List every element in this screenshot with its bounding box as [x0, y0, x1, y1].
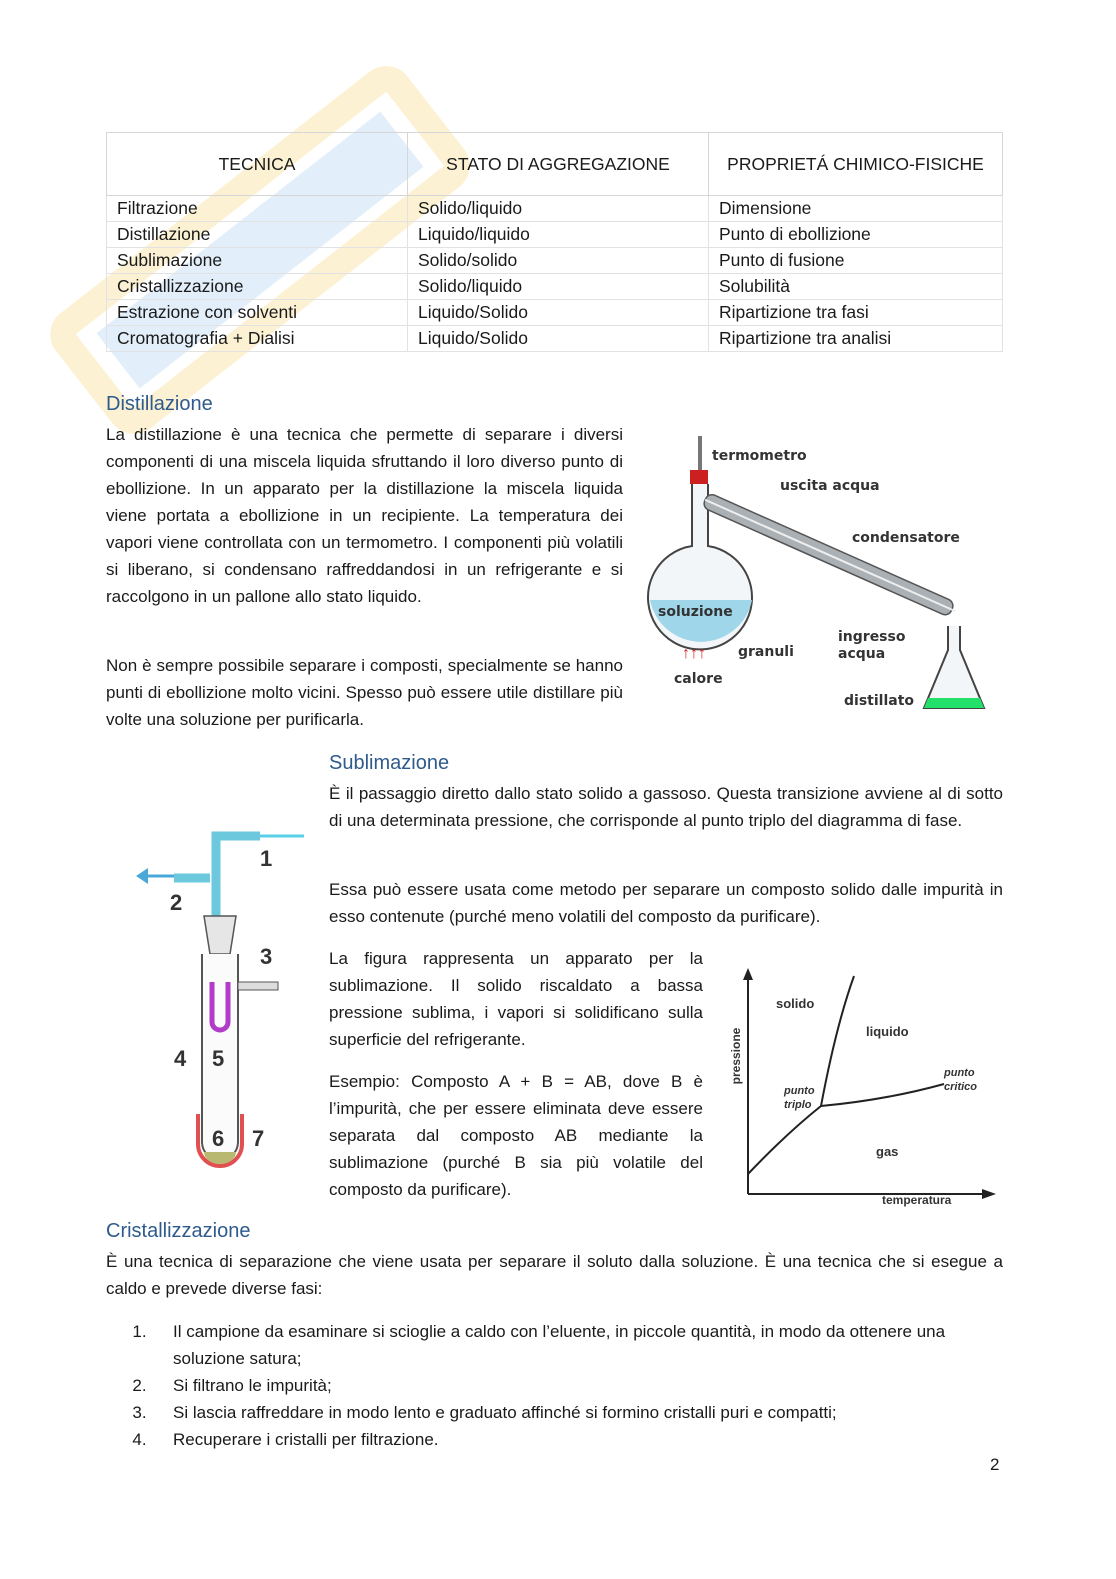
section-heading-sublimazione: Sublimazione — [329, 752, 450, 774]
label-triplo: triplo — [784, 1099, 812, 1111]
table-row — [107, 222, 1003, 248]
list-item-text: Si filtrano le impurità; — [173, 1376, 332, 1395]
x-axis-label: temperatura — [882, 1193, 952, 1207]
list-item — [106, 1399, 1003, 1426]
table-cell: Filtrazione — [107, 196, 408, 222]
list-item-text: Recuperare i cristalli per filtrazione. — [173, 1430, 439, 1449]
distillate-liquid-shape — [924, 698, 984, 708]
table-row — [107, 326, 1003, 352]
y-axis-label: pressione — [729, 1027, 743, 1085]
table-header: STATO DI AGGREGAZIONE — [408, 133, 709, 196]
label-uscita-acqua: uscita acqua — [780, 478, 880, 494]
list-item — [106, 1426, 1003, 1453]
table-cell: Solido/liquido — [408, 274, 709, 300]
apparatus-label: 3 — [260, 944, 273, 969]
list-item-number: 1. — [132, 1322, 147, 1341]
collection-flask-shape — [924, 626, 984, 708]
list-item-number: 2. — [132, 1376, 147, 1395]
label-ingresso: ingresso — [838, 629, 906, 645]
table-row — [107, 248, 1003, 274]
label-soluzione: soluzione — [658, 604, 733, 620]
cristallizzazione-intro: È una tecnica di separazione che viene usata per separare il soluto dalla soluzione. È una tecnica che si esegue a caldo e prevede diverse fasi: — [106, 1252, 1003, 1298]
table-header: TECNICA — [107, 133, 408, 196]
table-cell: Cristallizzazione — [107, 274, 408, 300]
table-cell: Liquido/liquido — [408, 222, 709, 248]
list-item-text: Il campione da esaminare si scioglie a caldo con l’eluente, in piccole quantità, in modo da ottenere una soluzione satura; — [173, 1322, 946, 1368]
apparatus-label: 5 — [212, 1046, 225, 1071]
techniques-table — [106, 132, 1003, 352]
table-row — [107, 196, 1003, 222]
label-termometro: termometro — [712, 448, 807, 464]
heat-arrows-icon: ↑↑↑ — [682, 645, 706, 662]
table-cell: Solubilità — [709, 274, 1003, 300]
apparatus-label: 6 — [212, 1126, 225, 1151]
apparatus-label: 4 — [174, 1046, 187, 1071]
ground-joint-shape — [204, 916, 236, 954]
apparatus-label: 7 — [252, 1126, 265, 1151]
sublimation-apparatus-figure — [130, 822, 310, 1178]
table-cell: Dimensione — [709, 196, 1003, 222]
x-axis-arrow-icon — [982, 1189, 996, 1199]
label-critico: critico — [944, 1081, 978, 1093]
sublimazione-paragraph-3: La figura rappresenta un apparato per la sublimazione. Il solido riscaldato a bassa pressione sublima, i vapori si solidificano sulla superficie del refrigerante. — [329, 949, 703, 1049]
label-punto-critico: punto — [944, 1067, 975, 1079]
table-row — [107, 300, 1003, 326]
phase-diagram-figure — [726, 966, 1001, 1210]
table-cell: Ripartizione tra fasi — [709, 300, 1003, 326]
distillation-apparatus-figure — [640, 428, 1000, 718]
label-granuli: granuli — [738, 644, 794, 660]
table-cell: Distillazione — [107, 222, 408, 248]
label-acqua: acqua — [838, 646, 886, 662]
label-distillato: distillato — [844, 693, 914, 709]
table-cell: Liquido/Solido — [408, 300, 709, 326]
list-item-number: 3. — [132, 1403, 147, 1422]
table-header: PROPRIETÁ CHIMICO-FISICHE — [709, 133, 1003, 196]
y-axis-arrow-icon — [743, 968, 753, 980]
table-cell: Punto di fusione — [709, 248, 1003, 274]
table-cell: Cromatografia + Dialisi — [107, 326, 408, 352]
label-calore: calore — [674, 671, 723, 687]
distillazione-paragraph-1: La distillazione è una tecnica che permette di separare i diversi componenti di una miscela liquida sfruttando il loro diverso punto di ebollizione. In un apparato per la distillazione la miscela liquida viene portata a ebollizione in un recipiente. La temperatura dei vapori viene controllata con un termometro. I componenti più volatili si liberano, si condensano raffreddandosi in un refrigerante e si raccolgono in un pallone allo stato liquido. — [106, 425, 623, 606]
table-cell: Liquido/Solido — [408, 326, 709, 352]
melting-curve — [821, 976, 854, 1106]
sublimazione-paragraph-2: Essa può essere usata come metodo per separare un composto solido dalle impurità in esso contenute (purché meno volatili del composto da purificare). — [329, 880, 1003, 926]
table-cell: Solido/liquido — [408, 196, 709, 222]
table-cell: Solido/solido — [408, 248, 709, 274]
section-heading-distillazione: Distillazione — [106, 393, 213, 415]
region-label-solido: solido — [776, 996, 815, 1011]
table-cell: Sublimazione — [107, 248, 408, 274]
table-row — [107, 274, 1003, 300]
section-heading-cristallizzazione: Cristallizzazione — [106, 1220, 251, 1242]
page-number: 2 — [990, 1455, 1000, 1474]
label-condensatore: condensatore — [852, 530, 960, 546]
apparatus-label: 1 — [260, 846, 273, 871]
list-item — [106, 1318, 1003, 1372]
sublimazione-paragraph-4: Esempio: Composto A + B = AB, dove B è l’impurità, che per essere eliminata deve essere separata dal composto AB mediante la sublimazione (purché B sia più volatile del composto da purificare). — [329, 1072, 703, 1199]
stopper-shape — [690, 470, 708, 484]
distillazione-paragraph-2: Non è sempre possibile separare i composti, specialmente se hanno punti di ebollizione molto vicini. Spesso può essere utile distillare più volte una soluzione per purificarla. — [106, 656, 623, 729]
vacuum-side-arm-shape — [238, 982, 278, 990]
vaporization-curve — [821, 1084, 944, 1106]
sublimazione-paragraph-1: È il passaggio diretto dallo stato solido a gassoso. Questa transizione avviene al di sotto di una determinata pressione, che corrisponde al punto triplo del diagramma di fase. — [329, 784, 1003, 830]
list-item-text: Si lascia raffreddare in modo lento e graduato affinché si formino cristalli puri e compatti; — [173, 1403, 837, 1422]
list-item-number: 4. — [132, 1430, 147, 1449]
label-punto-triplo: punto — [784, 1085, 815, 1097]
table-cell: Estrazione con solventi — [107, 300, 408, 326]
list-item — [106, 1372, 1003, 1399]
table-cell: Ripartizione tra analisi — [709, 326, 1003, 352]
sublimation-curve — [748, 1106, 821, 1174]
cristallizzazione-steps-list — [106, 1318, 1003, 1453]
region-label-liquido: liquido — [866, 1024, 909, 1039]
apparatus-label: 2 — [170, 890, 183, 915]
region-label-gas: gas — [876, 1144, 899, 1159]
table-header-row — [107, 133, 1003, 196]
table-cell: Punto di ebollizione — [709, 222, 1003, 248]
